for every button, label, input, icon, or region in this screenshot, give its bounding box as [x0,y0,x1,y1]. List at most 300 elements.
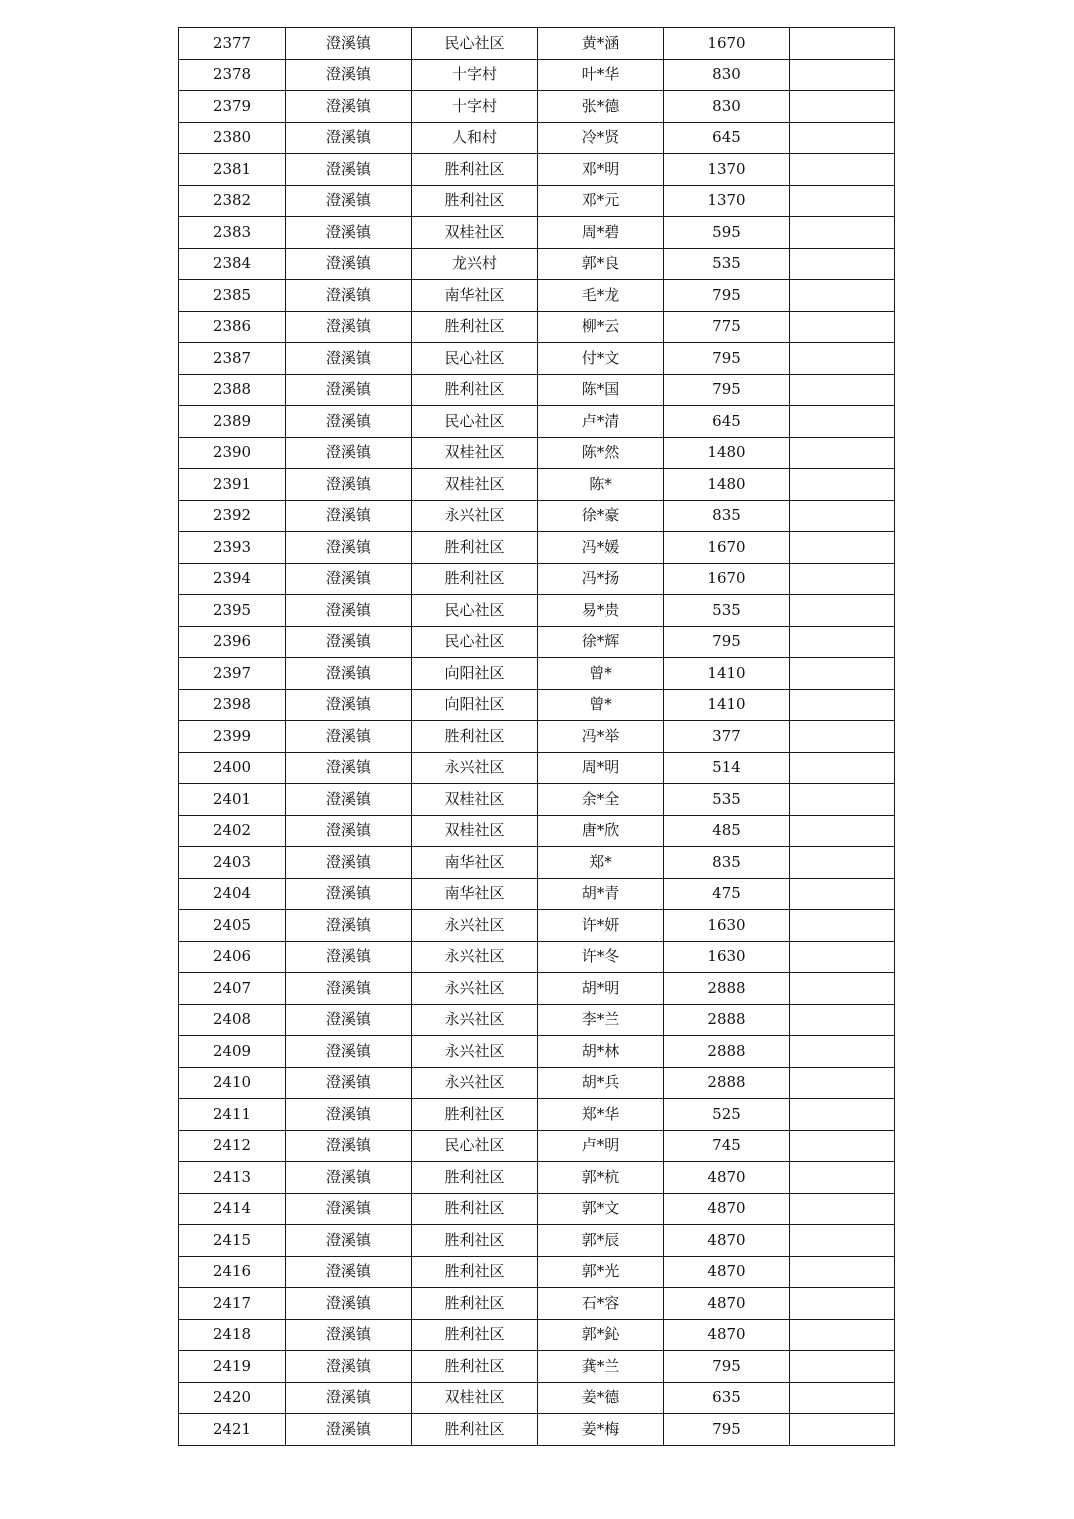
community-cell: 胜利社区 [412,185,538,217]
community-cell: 永兴社区 [412,1004,538,1036]
town-cell: 澄溪镇 [286,595,412,627]
serial-number-cell: 2385 [179,280,286,312]
serial-number-cell: 2402 [179,815,286,847]
amount-cell: 1370 [664,154,790,186]
town-cell: 澄溪镇 [286,343,412,375]
amount-cell: 514 [664,752,790,784]
amount-cell: 2888 [664,973,790,1005]
community-cell: 胜利社区 [412,374,538,406]
remark-cell [790,280,895,312]
serial-number-cell: 2397 [179,658,286,690]
serial-number-cell: 2386 [179,311,286,343]
serial-number-cell: 2405 [179,910,286,942]
amount-cell: 535 [664,595,790,627]
name-cell: 郭*鈊 [538,1319,664,1351]
remark-cell [790,217,895,249]
name-cell: 姜*梅 [538,1414,664,1446]
remark-cell [790,1351,895,1383]
community-cell: 向阳社区 [412,689,538,721]
name-cell: 叶*华 [538,59,664,91]
name-cell: 易*贵 [538,595,664,627]
amount-cell: 1410 [664,689,790,721]
table-row [179,154,895,186]
town-cell: 澄溪镇 [286,532,412,564]
serial-number-cell: 2389 [179,406,286,438]
remark-cell [790,878,895,910]
remark-cell [790,658,895,690]
amount-cell: 830 [664,91,790,123]
name-cell: 石*容 [538,1288,664,1320]
remark-cell [790,185,895,217]
serial-number-cell: 2387 [179,343,286,375]
remark-cell [790,248,895,280]
serial-number-cell: 2409 [179,1036,286,1068]
serial-number-cell: 2411 [179,1099,286,1131]
community-cell: 胜利社区 [412,311,538,343]
table-row [179,1225,895,1257]
serial-number-cell: 2379 [179,91,286,123]
community-cell: 胜利社区 [412,1225,538,1257]
community-cell: 胜利社区 [412,1193,538,1225]
name-cell: 龚*兰 [538,1351,664,1383]
name-cell: 唐*欣 [538,815,664,847]
table-row [179,815,895,847]
name-cell: 李*兰 [538,1004,664,1036]
table-row [179,532,895,564]
amount-cell: 835 [664,847,790,879]
serial-number-cell: 2377 [179,28,286,60]
community-cell: 胜利社区 [412,1351,538,1383]
table-row [179,563,895,595]
serial-number-cell: 2420 [179,1382,286,1414]
town-cell: 澄溪镇 [286,406,412,438]
community-cell: 胜利社区 [412,563,538,595]
name-cell: 郭*杭 [538,1162,664,1194]
town-cell: 澄溪镇 [286,1351,412,1383]
town-cell: 澄溪镇 [286,154,412,186]
serial-number-cell: 2392 [179,500,286,532]
amount-cell: 4870 [664,1162,790,1194]
remark-cell [790,563,895,595]
table-row [179,847,895,879]
community-cell: 永兴社区 [412,1036,538,1068]
town-cell: 澄溪镇 [286,1162,412,1194]
table-row [179,248,895,280]
name-cell: 陈* [538,469,664,501]
name-cell: 张*德 [538,91,664,123]
town-cell: 澄溪镇 [286,784,412,816]
remark-cell [790,154,895,186]
community-cell: 向阳社区 [412,658,538,690]
table-row [179,500,895,532]
amount-cell: 1480 [664,437,790,469]
town-cell: 澄溪镇 [286,1004,412,1036]
table-row [179,910,895,942]
community-cell: 双桂社区 [412,469,538,501]
town-cell: 澄溪镇 [286,469,412,501]
name-cell: 冯*扬 [538,563,664,595]
serial-number-cell: 2404 [179,878,286,910]
name-cell: 郭*辰 [538,1225,664,1257]
table-row [179,626,895,658]
name-cell: 郭*良 [538,248,664,280]
amount-cell: 1670 [664,532,790,564]
table-row [179,185,895,217]
remark-cell [790,752,895,784]
amount-cell: 535 [664,784,790,816]
name-cell: 邓*明 [538,154,664,186]
amount-cell: 795 [664,343,790,375]
remark-cell [790,374,895,406]
remark-cell [790,1193,895,1225]
table-row [179,1099,895,1131]
table-body [179,28,895,1446]
table-row [179,1162,895,1194]
community-cell: 胜利社区 [412,1162,538,1194]
community-cell: 龙兴村 [412,248,538,280]
name-cell: 冯*举 [538,721,664,753]
remark-cell [790,595,895,627]
amount-cell: 4870 [664,1319,790,1351]
remark-cell [790,343,895,375]
town-cell: 澄溪镇 [286,1036,412,1068]
table-row [179,1036,895,1068]
amount-cell: 795 [664,374,790,406]
name-cell: 冯*媛 [538,532,664,564]
name-cell: 卢*明 [538,1130,664,1162]
remark-cell [790,437,895,469]
table-row [179,1067,895,1099]
name-cell: 柳*云 [538,311,664,343]
serial-number-cell: 2407 [179,973,286,1005]
community-cell: 双桂社区 [412,217,538,249]
serial-number-cell: 2399 [179,721,286,753]
remark-cell [790,784,895,816]
town-cell: 澄溪镇 [286,500,412,532]
name-cell: 付*文 [538,343,664,375]
town-cell: 澄溪镇 [286,1414,412,1446]
serial-number-cell: 2414 [179,1193,286,1225]
town-cell: 澄溪镇 [286,1067,412,1099]
table-row [179,721,895,753]
community-cell: 民心社区 [412,406,538,438]
table-row [179,1256,895,1288]
serial-number-cell: 2390 [179,437,286,469]
remark-cell [790,815,895,847]
amount-cell: 4870 [664,1193,790,1225]
amount-cell: 835 [664,500,790,532]
amount-cell: 475 [664,878,790,910]
community-cell: 永兴社区 [412,910,538,942]
town-cell: 澄溪镇 [286,973,412,1005]
community-cell: 永兴社区 [412,500,538,532]
serial-number-cell: 2388 [179,374,286,406]
amount-cell: 535 [664,248,790,280]
name-cell: 郭*光 [538,1256,664,1288]
name-cell: 邓*元 [538,185,664,217]
town-cell: 澄溪镇 [286,374,412,406]
community-cell: 双桂社区 [412,784,538,816]
community-cell: 胜利社区 [412,154,538,186]
remark-cell [790,28,895,60]
remark-cell [790,1099,895,1131]
amount-cell: 2888 [664,1036,790,1068]
remark-cell [790,1414,895,1446]
amount-cell: 1670 [664,28,790,60]
amount-cell: 485 [664,815,790,847]
name-cell: 曾* [538,658,664,690]
remark-cell [790,1036,895,1068]
community-cell: 民心社区 [412,343,538,375]
serial-number-cell: 2416 [179,1256,286,1288]
table-row [179,343,895,375]
community-cell: 胜利社区 [412,1099,538,1131]
amount-cell: 795 [664,626,790,658]
remark-cell [790,626,895,658]
table-row [179,1288,895,1320]
town-cell: 澄溪镇 [286,1382,412,1414]
serial-number-cell: 2413 [179,1162,286,1194]
table-row [179,406,895,438]
community-cell: 永兴社区 [412,752,538,784]
table-row [179,59,895,91]
remark-cell [790,1130,895,1162]
town-cell: 澄溪镇 [286,28,412,60]
table-row [179,784,895,816]
name-cell: 余*全 [538,784,664,816]
name-cell: 许*妍 [538,910,664,942]
town-cell: 澄溪镇 [286,1225,412,1257]
town-cell: 澄溪镇 [286,1288,412,1320]
serial-number-cell: 2412 [179,1130,286,1162]
table-row [179,878,895,910]
town-cell: 澄溪镇 [286,689,412,721]
serial-number-cell: 2410 [179,1067,286,1099]
amount-cell: 745 [664,1130,790,1162]
remark-cell [790,532,895,564]
remark-cell [790,1067,895,1099]
amount-cell: 1630 [664,941,790,973]
town-cell: 澄溪镇 [286,563,412,595]
serial-number-cell: 2393 [179,532,286,564]
remark-cell [790,311,895,343]
community-cell: 胜利社区 [412,1414,538,1446]
name-cell: 许*冬 [538,941,664,973]
town-cell: 澄溪镇 [286,1319,412,1351]
remark-cell [790,122,895,154]
community-cell: 民心社区 [412,28,538,60]
amount-cell: 4870 [664,1225,790,1257]
serial-number-cell: 2394 [179,563,286,595]
name-cell: 陈*国 [538,374,664,406]
community-cell: 南华社区 [412,280,538,312]
serial-number-cell: 2382 [179,185,286,217]
town-cell: 澄溪镇 [286,878,412,910]
remark-cell [790,406,895,438]
remark-cell [790,847,895,879]
town-cell: 澄溪镇 [286,91,412,123]
table-row [179,1004,895,1036]
remark-cell [790,973,895,1005]
remark-cell [790,500,895,532]
table-row [179,374,895,406]
name-cell: 卢*清 [538,406,664,438]
name-cell: 徐*辉 [538,626,664,658]
amount-cell: 795 [664,1351,790,1383]
community-cell: 民心社区 [412,595,538,627]
remark-cell [790,721,895,753]
amount-cell: 2888 [664,1067,790,1099]
town-cell: 澄溪镇 [286,626,412,658]
table-row [179,217,895,249]
table-row [179,91,895,123]
amount-cell: 635 [664,1382,790,1414]
town-cell: 澄溪镇 [286,185,412,217]
amount-cell: 1480 [664,469,790,501]
serial-number-cell: 2417 [179,1288,286,1320]
table-row [179,469,895,501]
town-cell: 澄溪镇 [286,311,412,343]
town-cell: 澄溪镇 [286,1193,412,1225]
remark-cell [790,1288,895,1320]
table-row [179,973,895,1005]
name-cell: 郑* [538,847,664,879]
table-row [179,1382,895,1414]
town-cell: 澄溪镇 [286,59,412,91]
community-cell: 人和村 [412,122,538,154]
serial-number-cell: 2384 [179,248,286,280]
remark-cell [790,1319,895,1351]
community-cell: 民心社区 [412,626,538,658]
table-row [179,280,895,312]
community-cell: 胜利社区 [412,1319,538,1351]
remark-cell [790,941,895,973]
serial-number-cell: 2403 [179,847,286,879]
table-row [179,658,895,690]
amount-cell: 1630 [664,910,790,942]
serial-number-cell: 2408 [179,1004,286,1036]
table-row [179,595,895,627]
amount-cell: 1370 [664,185,790,217]
remark-cell [790,59,895,91]
amount-cell: 525 [664,1099,790,1131]
remark-cell [790,1256,895,1288]
town-cell: 澄溪镇 [286,752,412,784]
name-cell: 胡*兵 [538,1067,664,1099]
name-cell: 冷*贤 [538,122,664,154]
table-row [179,689,895,721]
table-row [179,311,895,343]
town-cell: 澄溪镇 [286,217,412,249]
community-cell: 永兴社区 [412,941,538,973]
remark-cell [790,1162,895,1194]
serial-number-cell: 2398 [179,689,286,721]
town-cell: 澄溪镇 [286,910,412,942]
amount-cell: 595 [664,217,790,249]
town-cell: 澄溪镇 [286,1099,412,1131]
serial-number-cell: 2401 [179,784,286,816]
amount-cell: 1670 [664,563,790,595]
community-cell: 双桂社区 [412,1382,538,1414]
serial-number-cell: 2418 [179,1319,286,1351]
amount-cell: 645 [664,122,790,154]
table-row [179,1351,895,1383]
table-row [179,1130,895,1162]
remark-cell [790,91,895,123]
name-cell: 陈*然 [538,437,664,469]
serial-number-cell: 2400 [179,752,286,784]
name-cell: 徐*豪 [538,500,664,532]
table-row [179,1319,895,1351]
name-cell: 胡*林 [538,1036,664,1068]
serial-number-cell: 2381 [179,154,286,186]
amount-cell: 645 [664,406,790,438]
name-cell: 周*碧 [538,217,664,249]
amount-cell: 2888 [664,1004,790,1036]
town-cell: 澄溪镇 [286,248,412,280]
community-cell: 永兴社区 [412,973,538,1005]
community-cell: 双桂社区 [412,815,538,847]
name-cell: 郭*文 [538,1193,664,1225]
table-row [179,941,895,973]
table-row [179,437,895,469]
name-cell: 郑*华 [538,1099,664,1131]
serial-number-cell: 2380 [179,122,286,154]
remark-cell [790,1004,895,1036]
name-cell: 毛*龙 [538,280,664,312]
name-cell: 周*明 [538,752,664,784]
community-cell: 民心社区 [412,1130,538,1162]
serial-number-cell: 2419 [179,1351,286,1383]
serial-number-cell: 2391 [179,469,286,501]
remark-cell [790,689,895,721]
town-cell: 澄溪镇 [286,941,412,973]
amount-cell: 1410 [664,658,790,690]
community-cell: 胜利社区 [412,532,538,564]
community-cell: 胜利社区 [412,1288,538,1320]
serial-number-cell: 2383 [179,217,286,249]
remark-cell [790,1225,895,1257]
remark-cell [790,469,895,501]
serial-number-cell: 2406 [179,941,286,973]
name-cell: 胡*青 [538,878,664,910]
amount-cell: 4870 [664,1256,790,1288]
name-cell: 黄*涵 [538,28,664,60]
community-cell: 南华社区 [412,847,538,879]
data-table [178,27,895,1446]
town-cell: 澄溪镇 [286,658,412,690]
town-cell: 澄溪镇 [286,280,412,312]
town-cell: 澄溪镇 [286,122,412,154]
serial-number-cell: 2415 [179,1225,286,1257]
town-cell: 澄溪镇 [286,1256,412,1288]
remark-cell [790,910,895,942]
amount-cell: 377 [664,721,790,753]
community-cell: 胜利社区 [412,1256,538,1288]
amount-cell: 830 [664,59,790,91]
community-cell: 永兴社区 [412,1067,538,1099]
serial-number-cell: 2395 [179,595,286,627]
serial-number-cell: 2378 [179,59,286,91]
table-row [179,1193,895,1225]
town-cell: 澄溪镇 [286,721,412,753]
town-cell: 澄溪镇 [286,847,412,879]
remark-cell [790,1382,895,1414]
table-row [179,28,895,60]
table-row [179,122,895,154]
table-row [179,752,895,784]
community-cell: 十字村 [412,91,538,123]
